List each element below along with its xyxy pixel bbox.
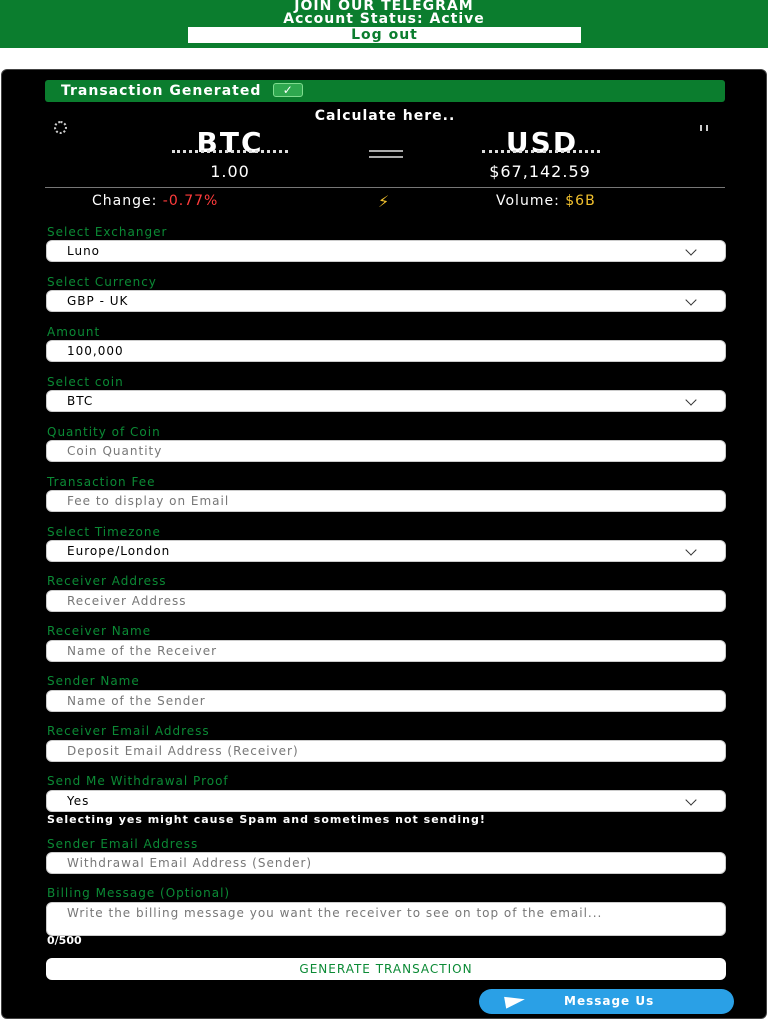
sender-email-label: Sender Email Address bbox=[47, 837, 199, 851]
withdrawal-proof-label: Send Me Withdrawal Proof bbox=[47, 774, 229, 788]
receiver-address-label: Receiver Address bbox=[47, 574, 167, 588]
sender-email-input[interactable]: Withdrawal Email Address (Sender) bbox=[46, 852, 726, 874]
amount-value: 100,000 bbox=[67, 344, 124, 358]
message-us-button[interactable] bbox=[479, 989, 734, 1014]
change-value: -0.77% bbox=[162, 193, 219, 209]
check-icon: ✓ bbox=[273, 83, 303, 97]
chevron-down-icon bbox=[685, 794, 696, 805]
message-us-label: Message Us bbox=[564, 994, 655, 1008]
account-status: Account Status: Active bbox=[283, 11, 485, 27]
from-currency-underline bbox=[172, 150, 288, 153]
receiver-email-input[interactable]: Deposit Email Address (Receiver) bbox=[46, 740, 726, 762]
quantity-input[interactable]: Coin Quantity bbox=[46, 440, 726, 462]
exchanger-value: Luno bbox=[67, 244, 101, 258]
coin-select[interactable] bbox=[46, 390, 726, 412]
fee-input[interactable]: Fee to display on Email bbox=[46, 490, 726, 512]
volume-label: Volume: bbox=[496, 193, 560, 209]
change-stat bbox=[92, 193, 218, 209]
currency-select[interactable] bbox=[46, 290, 726, 312]
exchanger-select[interactable] bbox=[46, 240, 726, 262]
timezone-select[interactable] bbox=[46, 540, 726, 562]
coin-value: BTC bbox=[67, 394, 94, 408]
coin-label: Select coin bbox=[47, 375, 124, 389]
chevron-down-icon bbox=[685, 294, 696, 305]
success-banner bbox=[45, 80, 725, 102]
withdrawal-proof-value: Yes bbox=[67, 794, 90, 808]
from-value[interactable]: 1.00 bbox=[210, 162, 250, 181]
billing-label: Billing Message (Optional) bbox=[47, 886, 231, 900]
chevron-down-icon bbox=[685, 544, 696, 555]
transaction-card bbox=[1, 69, 767, 1019]
lightning-icon: ⚡ bbox=[378, 192, 390, 211]
sender-name-label: Sender Name bbox=[47, 674, 140, 688]
receiver-email-label: Receiver Email Address bbox=[47, 724, 210, 738]
telegram-link[interactable]: JOIN OUR TELEGRAM bbox=[294, 0, 474, 14]
timezone-label: Select Timezone bbox=[47, 525, 161, 539]
gear-icon[interactable] bbox=[54, 121, 67, 134]
to-value[interactable]: $67,142.59 bbox=[489, 162, 591, 181]
calculator-title: Calculate here.. bbox=[314, 108, 456, 124]
top-bar bbox=[0, 0, 768, 48]
to-currency[interactable]: USD bbox=[505, 126, 579, 159]
chevron-down-icon bbox=[685, 394, 696, 405]
from-currency[interactable]: BTC bbox=[196, 126, 264, 159]
withdrawal-proof-select[interactable] bbox=[46, 790, 726, 812]
amount-input[interactable] bbox=[46, 340, 726, 362]
receiver-name-label: Receiver Name bbox=[47, 624, 152, 638]
billing-textarea[interactable]: Write the billing message you want the receiver to see on top of the email... bbox=[46, 902, 726, 936]
amount-label: Amount bbox=[47, 325, 101, 339]
quantity-label: Quantity of Coin bbox=[47, 425, 161, 439]
to-currency-underline bbox=[482, 150, 600, 153]
volume-stat bbox=[496, 193, 596, 209]
char-counter: 0/500 bbox=[47, 934, 82, 947]
equals-icon bbox=[369, 150, 403, 158]
exchanger-label: Select Exchanger bbox=[47, 225, 168, 239]
fee-label: Transaction Fee bbox=[47, 475, 156, 489]
logout-button[interactable]: Log out bbox=[188, 27, 581, 43]
change-label: Change: bbox=[92, 193, 158, 209]
timezone-value: Europe/London bbox=[67, 544, 171, 558]
divider bbox=[45, 187, 725, 188]
banner-text: Transaction Generated bbox=[61, 83, 262, 99]
receiver-address-input[interactable]: Receiver Address bbox=[46, 590, 726, 612]
sender-name-input[interactable]: Name of the Sender bbox=[46, 690, 726, 712]
telegram-plane-icon bbox=[504, 993, 526, 1008]
pause-icon[interactable] bbox=[700, 125, 708, 131]
receiver-name-input[interactable]: Name of the Receiver bbox=[46, 640, 726, 662]
generate-transaction-button[interactable]: GENERATE TRANSACTION bbox=[46, 958, 726, 980]
chevron-down-icon bbox=[685, 244, 696, 255]
currency-label: Select Currency bbox=[47, 275, 157, 289]
currency-value: GBP - UK bbox=[67, 294, 129, 308]
volume-value: $6B bbox=[565, 193, 596, 209]
spam-warning: Selecting yes might cause Spam and sometimes not sending! bbox=[47, 813, 486, 826]
